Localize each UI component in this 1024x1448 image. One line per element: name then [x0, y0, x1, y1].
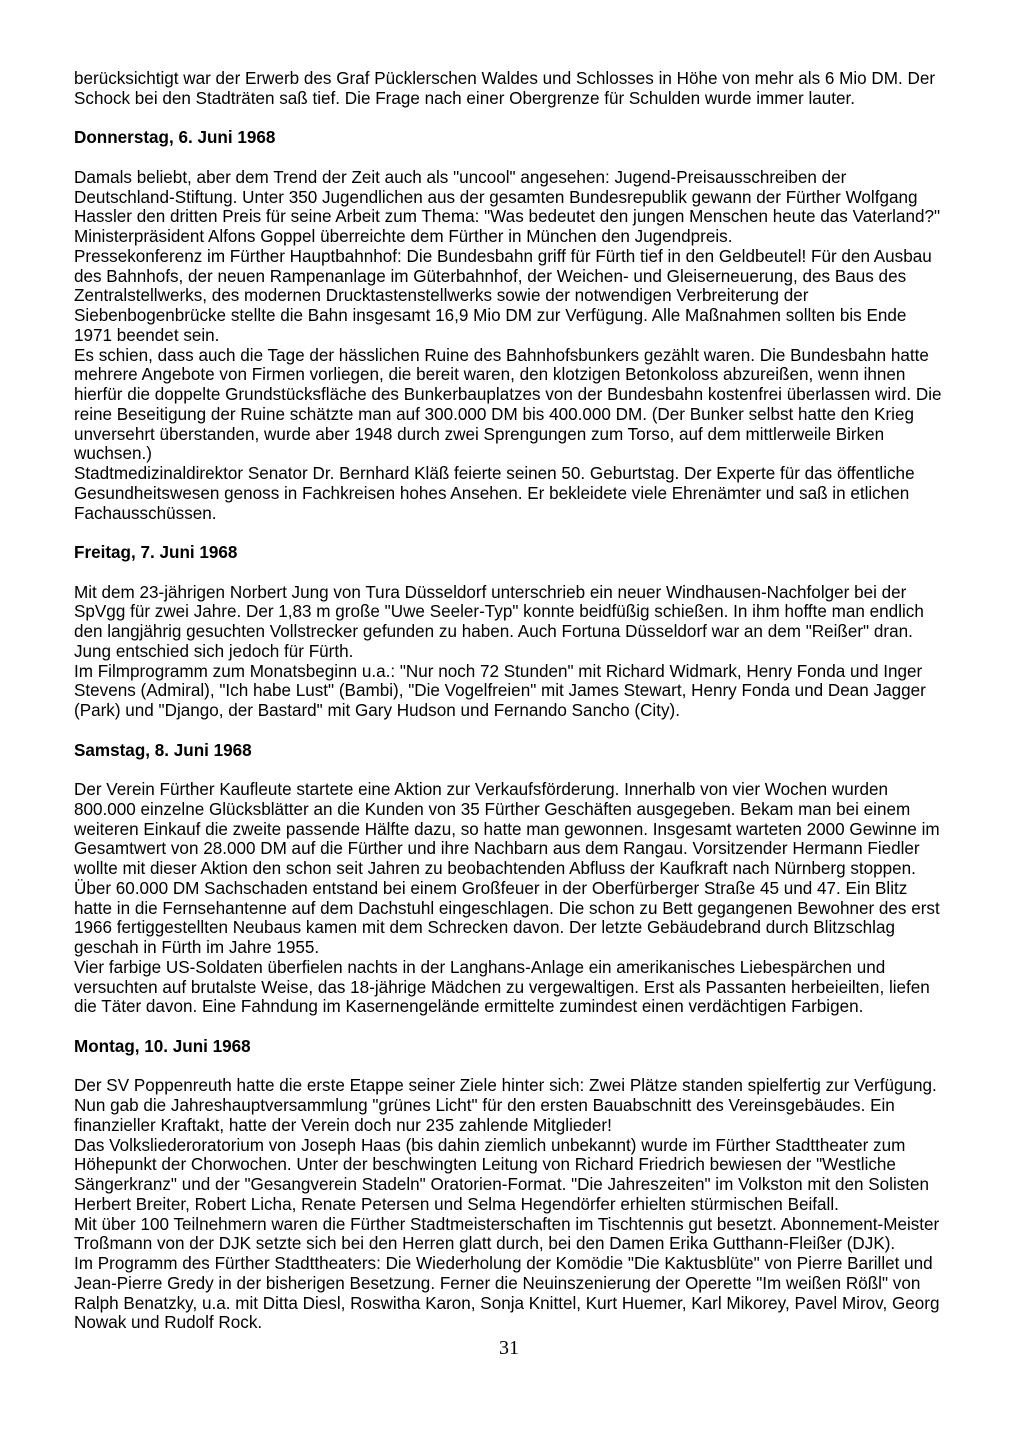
section-heading-samstag: Samstag, 8. Juni 1968	[74, 740, 252, 760]
paragraph: Mit dem 23-jährigen Norbert Jung von Tura Düsseldorf unterschrieb ein neuer Windhausen-Nachfolger bei der SpVgg für zwei Jahre. Der 1,83 m große "Uwe Seeler-Typ" konnte beidfüßig schießen. In ihm hoffte man endlich den langjährig gesuchten Vollstrecker gefunden zu haben. Auch Fortuna Düsseldorf war an dem "Reißer" dran. Jung entschied sich jedoch für Fürth.	[74, 582, 924, 661]
paragraph: Vier farbige US-Soldaten überfielen nachts in der Langhans-Anlage ein amerikanisches Liebespärchen und versuchten auf brutalste Weise, das 18-jährige Mädchen zu vergewaltigen. Erst als Passanten herbeieilten, liefen die Täter davon. Eine Fahndung im Kasernengelände ermittelte zumindest einen verdächtigen Farbigen.	[74, 957, 930, 1017]
paragraph: Über 60.000 DM Sachschaden entstand bei einem Großfeuer in der Oberfürberger Straße 45 und 47. Ein Blitz hatte in die Fernsehantenne auf dem Dachstuhl eingeschlagen. Die schon zu Bett gegangenen Bewohner des erst 1966 fertiggestellten Neubaus kamen mit dem Schrecken davon. Der letzte Gebäudebrand durch Blitzschlag geschah in Fürth im Jahre 1955.	[74, 878, 940, 957]
day-section-donnerstag	[74, 128, 946, 523]
paragraph: Stadtmedizinaldirektor Senator Dr. Bernhard Kläß feierte seinen 50. Geburtstag. Der Experte für das öffentliche Gesundheitswesen genoss in Fachkreisen hohes Ansehen. Er bekleidete viele Ehrenämter und saß in etlichen Fachausschüssen.	[74, 464, 915, 523]
section-heading-donnerstag: Donnerstag, 6. Juni 1968	[74, 128, 276, 148]
continuation-paragraph: berücksichtigt war der Erwerb des Graf Pücklerschen Waldes und Schlosses in Höhe von mehr als 6 Mio DM. Der Schock bei den Stadträten saß tief. Die Frage nach einer Obergrenze für Schulden wurde immer lauter.	[74, 69, 936, 108]
paragraph: Der SV Poppenreuth hatte die erste Etappe seiner Ziele hinter sich: Zwei Plätze standen spielfertig zur Verfügung. Nun gab die Jahreshauptversammlung "grünes Licht" für den ersten Bauabschnitt des Vereinsgebäudes. Ein finanzieller Kraftakt, hatte der Verein doch nur 235 zahlende Mitglieder!	[74, 1076, 937, 1135]
section-heading-freitag: Freitag, 7. Juni 1968	[74, 543, 238, 562]
page-number: 31	[499, 1337, 519, 1359]
day-section-montag	[74, 1037, 946, 1333]
paragraph: Es schien, dass auch die Tage der hässlichen Ruine des Bahnhofsbunkers gezählt waren. Die Bundesbahn hatte mehrere Angebote von Firmen vorliegen, die bereit waren, den klotzigen Betonkoloss abzureißen, wenn ihnen hierfür die doppelte Grundstücksfläche des Bunkerbauplatzes von der Bundesbahn kostenfrei überlassen wird. Die reine Beseitigung der Ruine schätzte man auf 300.000 DM bis 400.000 DM. (Der Bunker selbst hatte den Krieg unversehrt überstanden, wurde aber 1948 durch zwei Sprengungen zum Torso, auf dem mittlerweile Birken wuchsen.)	[74, 345, 942, 464]
section-heading-montag: Montag, 10. Juni 1968	[74, 1036, 251, 1056]
paragraph: Das Volksliederoratorium von Joseph Haas (bis dahin ziemlich unbekannt) wurde im Fürther Stadttheater zum Höhepunkt der Chorwochen. Unter der beschwingten Leitung von Richard Friedrich bewiesen der "Westliche Sängerkranz" und der "Gesangverein Stadeln" Oratorien-Format. "Die Jahreszeiten" im Volkston mit den Solisten Herbert Breiter, Robert Licha, Renate Petersen und Selma Hegendörfer erhielten stürmischen Beifall.	[74, 1135, 930, 1214]
paragraph: Mit über 100 Teilnehmern waren die Fürther Stadtmeisterschaften im Tischtennis gut besetzt. Abonnement-Meister Troßmann von der DJK setzte sich bei den Herren glatt durch, bei den Damen Erika Gutthann-Fleißer (DJK).	[74, 1214, 940, 1254]
paragraph: Pressekonferenz im Fürther Hauptbahnhof: Die Bundesbahn griff für Fürth tief in den Geldbeutel! Für den Ausbau des Bahnhofs, der neuen Rampenanlage im Güterbahnhof, der Weichen- und Gleiserneuerung, des Baus des Zentralstellwerks, des modernen Drucktastenstellwerks sowie der notwendigen Verbreiterung der Siebenbogenbrücke stellte die Bahn insgesamt 16,9 Mio DM zur Verfügung. Alle Maßnahmen sollten bis Ende 1971 beendet sein.	[74, 246, 932, 345]
day-section-samstag	[74, 741, 946, 1018]
document-body	[74, 69, 946, 1333]
day-section-freitag	[74, 543, 946, 721]
paragraph: Im Filmprogramm zum Monatsbeginn u.a.: "Nur noch 72 Stunden" mit Richard Widmark, Henry Fonda und Inger Stevens (Admiral), "Ich habe Lust" (Bambi), "Die Vogelfreien" mit James Stewart, Henry Fonda und Dean Jagger (Park) und "Django, der Bastard" mit Gary Hudson und Fernando Sancho (City).	[74, 661, 926, 720]
paragraph: Damals beliebt, aber dem Trend der Zeit auch als "uncool" angesehen: Jugend-Preisausschreiben der Deutschland-Stiftung. Unter 350 Jugendlichen aus der gesamten Bundesrepublik gewann der Fürther Wolfgang Hassler den dritten Preis für seine Arbeit zum Thema: "Was bedeutet den jungen Menschen heute das Vaterland?" Ministerpräsident Alfons Goppel überreichte dem Fürther in München den Jugendpreis.	[74, 167, 941, 246]
paragraph: Im Programm des Fürther Stadttheaters: Die Wiederholung der Komödie "Die Kaktusblüte" von Pierre Barillet und Jean-Pierre Gredy in der bisherigen Besetzung. Ferner die Neuinszenierung der Operette "Im weißen Rößl" von Ralph Benatzky, u.a. mit Ditta Diesl, Roswitha Karon, Sonja Knittel, Kurt Huemer, Karl Mikorey, Pavel Mirov, Georg Nowak und Rudolf Rock.	[74, 1254, 940, 1333]
paragraph: Der Verein Fürther Kaufleute startete eine Aktion zur Verkaufsförderung. Innerhalb von vier Wochen wurden 800.000 einzelne Glücksblätter an die Kunden von 35 Fürther Geschäften ausgegeben. Bekam man bei einem weiteren Einkauf die zweite passende Hälfte dazu, so hatte man gewonnen. Insgesamt warteten 2000 Gewinne im Gesamtwert von 28.000 DM auf die Fürther und ihre Nachbarn aus dem Rangau. Vorsitzender Hermann Fiedler wollte mit dieser Aktion den schon seit Jahren zu beobachtenden Abfluss der Kaufkraft nach Nürnberg stoppen.	[74, 780, 940, 878]
